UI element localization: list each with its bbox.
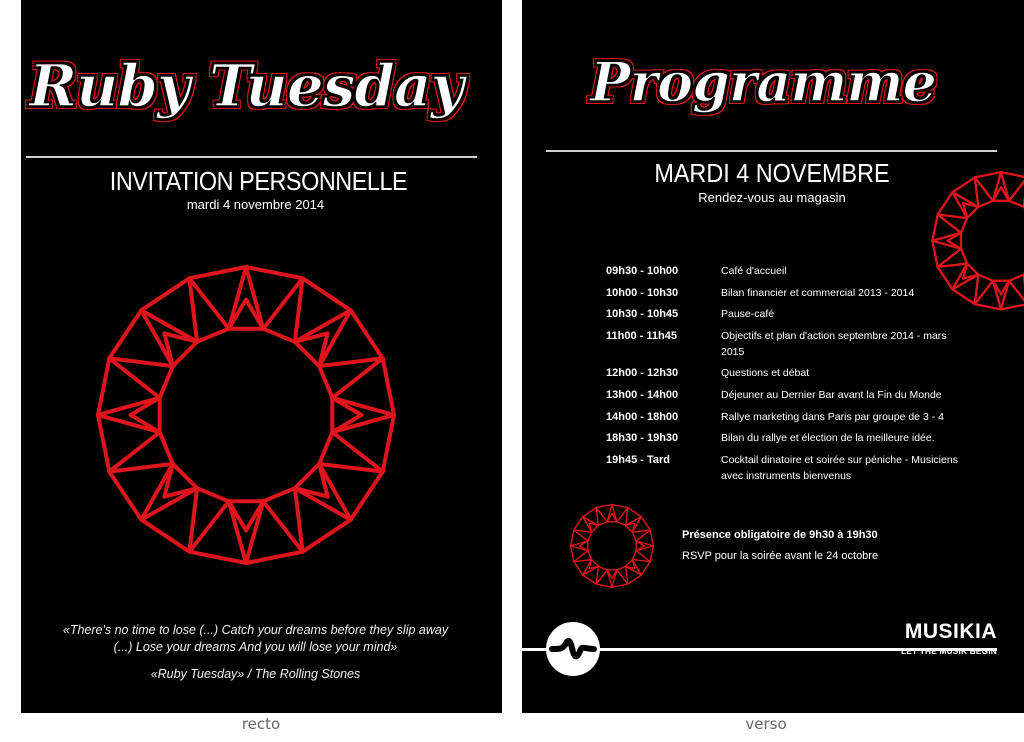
verso-label: verso	[745, 715, 787, 733]
schedule-activity: Objectifs et plan d'action septembre 2014 - mars 2015	[721, 329, 947, 358]
ruby-gem-icon	[96, 258, 396, 573]
gem-facet-line	[650, 546, 653, 562]
gem-facet-line	[975, 172, 1001, 177]
gem-facet-line	[583, 575, 596, 584]
verso-divider	[546, 150, 997, 152]
schedule-time: 09h30 - 10h00	[606, 265, 679, 277]
gem-facet-line	[295, 342, 319, 366]
schedule-activity: Rallye marketing dans Paris par groupe de 3 - 4	[721, 410, 944, 423]
gem-facet-line	[632, 532, 636, 541]
recto-card	[21, 0, 502, 713]
gem-facet-line	[383, 415, 394, 472]
gem-facet-line	[617, 566, 626, 570]
schedule-activity: Déjeuner au Dernier Bar avant la Fin du Monde	[721, 388, 942, 401]
brand-block	[901, 621, 997, 656]
notice-rsvp: RSVP pour la soirée avant le 24 octobre	[682, 550, 879, 562]
gem-facet-line	[189, 552, 246, 563]
gem-facet-line	[1009, 281, 1024, 304]
gem-facet-line	[938, 192, 953, 214]
schedule-list	[606, 263, 1006, 489]
schedule-activity: Cocktail dinatoire et soirée sur péniche - Musiciens avec instruments bienvenus	[721, 453, 958, 482]
schedule-activity: Bilan du rallye et élection de la meilleure idée.	[721, 432, 935, 445]
schedule-row	[606, 430, 1006, 446]
schedule-activity: Questions et débat	[721, 367, 810, 380]
gem-facet-line	[583, 508, 596, 517]
brand-name: MUSIKIA	[904, 620, 997, 643]
gem-facet-line	[628, 575, 641, 584]
schedule-row	[606, 387, 1006, 403]
schedule-row	[606, 263, 1006, 279]
gem-facet-line	[98, 415, 109, 472]
schedule-time: 10h30 - 10h45	[606, 308, 679, 321]
recto-subtitle: INVITATION PERSONNELLE	[109, 166, 408, 196]
schedule-time: 14h00 - 18h00	[606, 410, 679, 423]
verso-subheading: Rendez-vous au magasin	[698, 190, 846, 205]
gem-facet-line	[160, 366, 173, 398]
gem-facet-line	[1001, 172, 1024, 177]
gem-facet-line	[571, 546, 574, 562]
gem-facet-line	[1009, 201, 1024, 207]
gem-facet-line	[141, 520, 189, 552]
gem-facet-line	[932, 215, 937, 241]
recto-credit: «Ruby Tuesday» / The Rolling Stones	[150, 667, 361, 681]
recto-title: Ruby Tuesday	[29, 52, 464, 120]
gem-facet-line	[628, 508, 641, 517]
gem-facet-line	[303, 520, 351, 552]
notice-mandatory: Présence obligatoire de 9h30 à 19h30	[682, 529, 878, 541]
gem-facet-line	[626, 525, 633, 532]
gem-facet-line	[592, 560, 599, 567]
verso-card	[522, 0, 1024, 713]
recto-quote-line1: «There's no time to lose (...) Catch your dreams before they slip away	[62, 623, 449, 637]
gem-facet-line	[332, 415, 394, 432]
gem-facet-line	[598, 566, 607, 570]
gem-facet-line	[596, 584, 612, 587]
gem-facet-line	[650, 530, 653, 546]
gem-facet-line	[383, 358, 394, 415]
gem-facet-line	[612, 505, 628, 508]
recto-date: mardi 4 novembre 2014	[186, 197, 325, 212]
schedule-activity: Bilan financier et commercial 2013 - 2014	[721, 286, 915, 299]
schedule-activity: Café d'accueil	[721, 265, 787, 277]
gem-facet-line	[160, 432, 173, 464]
wave-logo-icon	[546, 622, 600, 676]
gem-facet-line	[961, 218, 967, 233]
gem-facet-line	[952, 177, 974, 192]
gem-facet-line	[246, 267, 263, 329]
schedule-row	[606, 306, 1006, 322]
schedule-time: 18h30 - 19h30	[606, 432, 679, 445]
gem-facet-line	[332, 398, 394, 415]
schedule-row	[606, 409, 1006, 425]
gem-facet-line	[588, 532, 592, 541]
verso-title: Programme	[590, 50, 936, 114]
gem-facet-line	[626, 560, 633, 567]
gem-facet-line	[295, 464, 319, 488]
gem-facet-line	[229, 501, 246, 563]
schedule-time: 13h00 - 14h00	[606, 388, 679, 401]
gem-facet-line	[98, 398, 160, 415]
schedule-time: 11h00 - 11h45	[606, 329, 677, 342]
schedule-row	[606, 452, 1006, 484]
gem-facet-line	[592, 525, 599, 532]
gem-facet-line	[598, 522, 607, 526]
gem-facet-line	[189, 267, 246, 278]
gem-facet-line	[641, 562, 650, 575]
gem-facet-line	[596, 505, 612, 508]
gem-facet-line	[246, 552, 303, 563]
gem-facet-line	[246, 501, 263, 563]
gem-facet-line	[612, 584, 628, 587]
gem-facet-line	[967, 207, 978, 218]
schedule-time: 12h00 - 12h30	[606, 367, 679, 380]
gem-facet-line	[98, 358, 109, 415]
recto-label: recto	[241, 715, 281, 733]
gem-facet-line	[229, 267, 246, 329]
schedule-activity: Pause-café	[721, 308, 775, 321]
verso-heading: MARDI 4 NOVEMBRE	[654, 158, 890, 188]
ruby-gem-icon	[570, 502, 654, 590]
gem-facet-line	[574, 562, 583, 575]
gem-facet-line	[351, 310, 383, 358]
gem-facet-line	[319, 432, 332, 464]
schedule-time: 10h00 - 10h30	[606, 286, 679, 299]
gem-facet-line	[197, 488, 229, 501]
gem-facet-line	[173, 464, 197, 488]
gem-facet-line	[303, 278, 351, 310]
brand-tagline: LET THE MUSIK BEGIN	[901, 646, 997, 656]
schedule-row	[606, 365, 1006, 381]
recto-divider	[26, 156, 477, 158]
gem-facet-line	[571, 530, 574, 546]
gem-facet-line	[1009, 275, 1024, 281]
gem-facet-line	[617, 522, 626, 526]
gem-facet-line	[588, 551, 592, 560]
schedule-row	[606, 328, 1006, 360]
gem-facet-line	[632, 551, 636, 560]
gem-facet-line	[319, 366, 332, 398]
gem-facet-line	[351, 472, 383, 520]
recto-quote-line2: (...) Lose your dreams And you will lose your mind»	[113, 640, 398, 654]
gem-facet-line	[173, 342, 197, 366]
gem-facet-line	[98, 415, 160, 432]
gem-facet-line	[109, 472, 141, 520]
gem-facet-line	[1009, 177, 1024, 200]
gem-facet-line	[641, 517, 650, 530]
gem-facet-line	[978, 201, 993, 207]
gem-facet-line	[961, 249, 967, 264]
schedule-time: 19h45 - Tard	[606, 453, 670, 466]
gem-facet-line	[574, 517, 583, 530]
gem-facet-line	[263, 488, 295, 501]
gem-facet-line	[109, 310, 141, 358]
schedule-row	[606, 285, 1006, 301]
gem-facet-line	[246, 267, 303, 278]
gem-facet-line	[263, 329, 295, 342]
gem-facet-line	[141, 278, 189, 310]
gem-facet-line	[197, 329, 229, 342]
